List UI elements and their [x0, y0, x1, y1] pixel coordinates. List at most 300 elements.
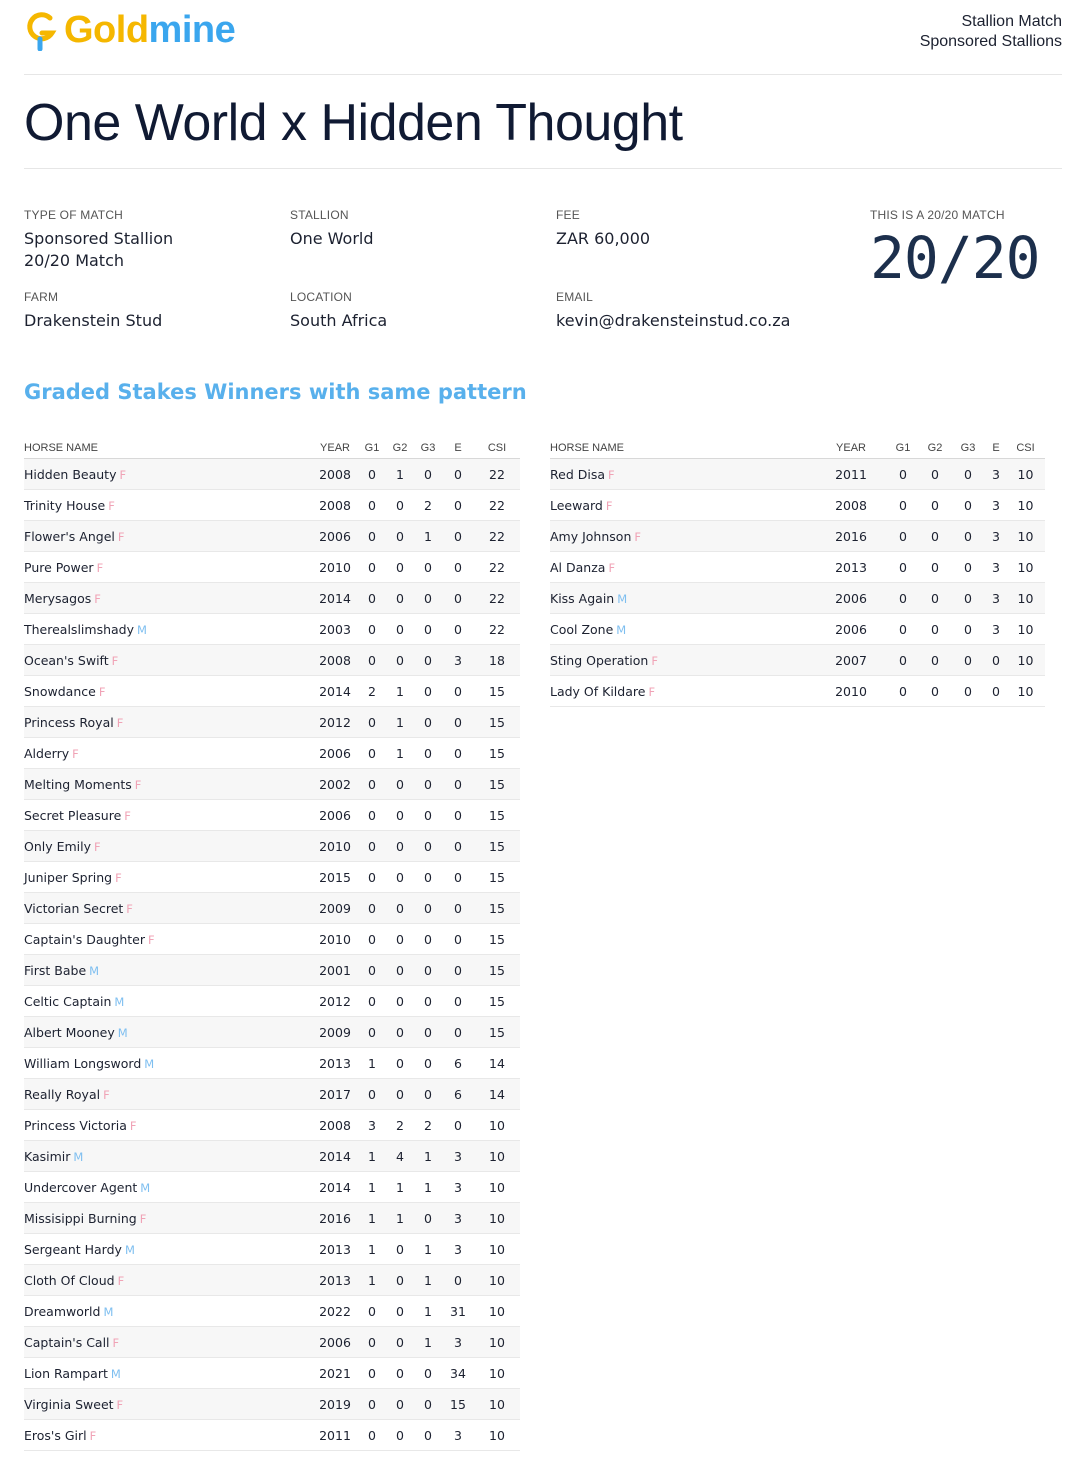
- g2-cell: 0: [386, 1234, 414, 1265]
- horse-name[interactable]: First Babe: [24, 962, 87, 978]
- g3-cell: 0: [414, 707, 442, 738]
- horse-name-cell: [24, 1048, 312, 1079]
- horse-name-cell: [24, 1141, 312, 1172]
- table-row[interactable]: [24, 800, 520, 831]
- logo-wordmark-gold: Gold: [64, 9, 149, 51]
- g3-cell: 0: [414, 769, 442, 800]
- horse-name-cell: [24, 1420, 312, 1451]
- farm-label: FARM: [24, 290, 59, 304]
- year-cell: 2013: [312, 1265, 358, 1296]
- table-row[interactable]: [24, 1017, 520, 1048]
- year-cell: 2022: [312, 1296, 358, 1327]
- horse-name-cell: [24, 800, 312, 831]
- sex-badge: M: [124, 1242, 135, 1257]
- g2-cell: 0: [386, 490, 414, 521]
- col-g3: G3: [414, 438, 442, 459]
- sex-badge: F: [608, 467, 615, 482]
- table-row[interactable]: [24, 521, 520, 552]
- sex-badge: M: [617, 591, 628, 606]
- table-row[interactable]: [24, 1265, 520, 1296]
- csi-cell: 22: [474, 521, 520, 552]
- csi-cell: 22: [474, 583, 520, 614]
- horse-name[interactable]: Eros's Girl: [24, 1427, 87, 1443]
- location-field: [290, 289, 387, 332]
- g2-cell: 0: [386, 1358, 414, 1389]
- table-row[interactable]: [24, 986, 520, 1017]
- horse-name-cell: [24, 769, 312, 800]
- horse-name[interactable]: Princess Royal: [24, 714, 114, 730]
- g1-cell: 0: [358, 1296, 386, 1327]
- g3-cell: 0: [414, 893, 442, 924]
- e-cell: 3: [442, 645, 474, 676]
- table-row[interactable]: [24, 893, 520, 924]
- horse-name[interactable]: Trinity House: [24, 497, 106, 513]
- csi-cell: 10: [474, 1420, 520, 1451]
- year-cell: 2006: [312, 738, 358, 769]
- e-cell: 0: [442, 800, 474, 831]
- g1-cell: 0: [886, 676, 920, 707]
- e-cell: 3: [986, 583, 1006, 614]
- g1-cell: 0: [886, 614, 920, 645]
- csi-cell: 10: [474, 1327, 520, 1358]
- g3-cell: 0: [414, 1358, 442, 1389]
- horse-name[interactable]: Missisippi Burning: [24, 1210, 137, 1226]
- g2-cell: 0: [920, 645, 950, 676]
- g3-cell: 0: [950, 521, 986, 552]
- table-row[interactable]: [550, 645, 1045, 676]
- table-row[interactable]: [24, 1358, 520, 1389]
- g1-cell: 3: [358, 1110, 386, 1141]
- fee-value: ZAR 60,000: [556, 229, 651, 248]
- sex-badge: F: [116, 715, 124, 730]
- table-row[interactable]: [24, 924, 520, 955]
- year-cell: 2009: [312, 1017, 358, 1048]
- sex-badge: F: [139, 1211, 147, 1226]
- title-section: [24, 74, 1062, 169]
- horse-name-cell: [550, 676, 816, 707]
- g3-cell: 0: [950, 552, 986, 583]
- horse-name[interactable]: Leeward: [550, 497, 603, 513]
- year-cell: 2016: [312, 1203, 358, 1234]
- e-cell: 0: [442, 769, 474, 800]
- sex-badge: M: [117, 1025, 128, 1040]
- g3-cell: 1: [414, 1296, 442, 1327]
- csi-cell: 22: [474, 490, 520, 521]
- g2-cell: 0: [386, 1265, 414, 1296]
- e-cell: 0: [442, 924, 474, 955]
- horse-name-cell: [24, 1265, 312, 1296]
- g2-cell: 0: [386, 1389, 414, 1420]
- year-cell: 2008: [816, 490, 886, 521]
- table-row[interactable]: [24, 459, 520, 490]
- g1-cell: 0: [358, 521, 386, 552]
- table-row[interactable]: [550, 490, 1045, 521]
- sex-badge: F: [96, 560, 104, 575]
- g3-cell: 0: [950, 676, 986, 707]
- csi-cell: 10: [474, 1141, 520, 1172]
- year-cell: 2013: [816, 552, 886, 583]
- csi-cell: 10: [474, 1265, 520, 1296]
- table-row[interactable]: [24, 1234, 520, 1265]
- csi-cell: 10: [474, 1110, 520, 1141]
- horse-name[interactable]: Only Emily: [24, 838, 92, 854]
- table-row[interactable]: [24, 831, 520, 862]
- table-row[interactable]: [24, 552, 520, 583]
- g2-cell: 0: [386, 800, 414, 831]
- table-row[interactable]: [24, 738, 520, 769]
- email-field: [556, 289, 790, 332]
- g3-cell: 0: [414, 583, 442, 614]
- stakes-table-left: [24, 438, 520, 1451]
- csi-cell: 15: [474, 893, 520, 924]
- table-header-row: [550, 438, 1045, 459]
- horse-name[interactable]: Captain's Call: [24, 1334, 110, 1350]
- csi-cell: 10: [1006, 490, 1045, 521]
- g1-cell: 1: [358, 1172, 386, 1203]
- g2-cell: 0: [386, 521, 414, 552]
- header-line-sponsored-stallions: Sponsored Stallions: [919, 33, 1062, 50]
- year-cell: 2016: [816, 521, 886, 552]
- year-cell: 2010: [312, 552, 358, 583]
- horse-name-cell: [24, 459, 312, 490]
- horse-name[interactable]: Sergeant Hardy: [24, 1241, 122, 1257]
- year-cell: 2006: [816, 614, 886, 645]
- e-cell: 0: [442, 614, 474, 645]
- year-cell: 2019: [312, 1389, 358, 1420]
- table-row[interactable]: [24, 1327, 520, 1358]
- e-cell: 3: [442, 1172, 474, 1203]
- horse-name[interactable]: Alderry: [24, 745, 70, 761]
- g1-cell: 0: [358, 924, 386, 955]
- csi-cell: 14: [474, 1079, 520, 1110]
- table-row[interactable]: [550, 583, 1045, 614]
- sex-badge: F: [605, 498, 613, 513]
- table-row[interactable]: [24, 862, 520, 893]
- year-cell: 2012: [312, 986, 358, 1017]
- sex-badge: M: [73, 1149, 84, 1164]
- horse-name-cell: [24, 707, 312, 738]
- horse-name[interactable]: Juniper Spring: [24, 869, 113, 885]
- horse-name[interactable]: Captain's Daughter: [24, 931, 145, 947]
- year-cell: 2008: [312, 490, 358, 521]
- table-row[interactable]: [550, 521, 1045, 552]
- g2-cell: 0: [386, 1079, 414, 1110]
- table-header-row: [24, 438, 520, 459]
- e-cell: 0: [442, 1265, 474, 1296]
- horse-name-cell: [24, 645, 312, 676]
- g2-cell: 0: [386, 769, 414, 800]
- goldmine-logo[interactable]: [24, 8, 235, 52]
- header-line-stallion-match: Stallion Match: [961, 13, 1062, 30]
- e-cell: 0: [442, 986, 474, 1017]
- horse-name[interactable]: Cool Zone: [550, 621, 614, 637]
- horse-name[interactable]: Celtic Captain: [24, 993, 112, 1009]
- table-row[interactable]: [24, 1079, 520, 1110]
- horse-name[interactable]: Melting Moments: [24, 776, 132, 792]
- csi-cell: 22: [474, 459, 520, 490]
- horse-name[interactable]: Princess Victoria: [24, 1117, 127, 1133]
- sex-badge: F: [94, 839, 101, 854]
- horse-name[interactable]: Sting Operation: [550, 652, 649, 668]
- g1-cell: 0: [886, 583, 920, 614]
- goldmine-logo-icon: [24, 9, 58, 51]
- table-row[interactable]: [24, 1110, 520, 1141]
- e-cell: 0: [442, 459, 474, 490]
- g1-cell: 0: [358, 1079, 386, 1110]
- horse-name[interactable]: Therealslimshady: [24, 621, 134, 637]
- g3-cell: 0: [414, 986, 442, 1017]
- g3-cell: 0: [414, 1420, 442, 1451]
- sex-badge: M: [144, 1056, 155, 1071]
- g3-cell: 1: [414, 1327, 442, 1358]
- sex-badge: F: [634, 529, 641, 544]
- g1-cell: 0: [358, 1327, 386, 1358]
- col-g1: G1: [886, 438, 920, 459]
- table-row[interactable]: [24, 490, 520, 521]
- g2-cell: 0: [920, 583, 950, 614]
- csi-cell: 10: [1006, 645, 1045, 676]
- g1-cell: 1: [358, 1234, 386, 1265]
- g2-cell: 0: [386, 924, 414, 955]
- year-cell: 2006: [312, 1327, 358, 1358]
- g2-cell: 1: [386, 738, 414, 769]
- g2-cell: 1: [386, 707, 414, 738]
- e-cell: 3: [442, 1234, 474, 1265]
- table-row[interactable]: [24, 1141, 520, 1172]
- horse-name-cell: [24, 552, 312, 583]
- sex-badge: M: [137, 622, 147, 637]
- email-value[interactable]: kevin@drakensteinstud.co.za: [556, 311, 791, 330]
- g3-cell: 0: [414, 1389, 442, 1420]
- page-title: One World x Hidden Thought: [24, 94, 683, 152]
- year-cell: 2008: [312, 1110, 358, 1141]
- sex-badge: F: [148, 932, 155, 947]
- csi-cell: 15: [474, 862, 520, 893]
- e-cell: 0: [442, 893, 474, 924]
- year-cell: 2014: [312, 583, 358, 614]
- e-cell: 0: [442, 862, 474, 893]
- table-row[interactable]: [550, 459, 1045, 490]
- csi-cell: 18: [474, 645, 520, 676]
- g2-cell: 0: [386, 1017, 414, 1048]
- e-cell: 0: [442, 490, 474, 521]
- year-cell: 2014: [312, 1141, 358, 1172]
- sex-badge: F: [94, 591, 101, 606]
- sex-badge: F: [103, 1087, 110, 1102]
- e-cell: 6: [442, 1048, 474, 1079]
- table-row[interactable]: [24, 1203, 520, 1234]
- table-row[interactable]: [24, 1296, 520, 1327]
- type-of-match-value: Sponsored Stallion 20/20 Match: [24, 229, 174, 270]
- g3-cell: 0: [950, 490, 986, 521]
- g1-cell: 0: [358, 955, 386, 986]
- year-cell: 2006: [312, 800, 358, 831]
- csi-cell: 15: [474, 924, 520, 955]
- horse-name[interactable]: Really Royal: [24, 1086, 101, 1102]
- table-row[interactable]: [24, 707, 520, 738]
- year-cell: 2003: [312, 614, 358, 645]
- table-row[interactable]: [24, 645, 520, 676]
- table-row[interactable]: [24, 583, 520, 614]
- horse-name[interactable]: Ocean's Swift: [24, 652, 109, 668]
- horse-name-cell: [550, 521, 816, 552]
- horse-name[interactable]: William Longsword: [24, 1055, 142, 1071]
- year-cell: 2015: [312, 862, 358, 893]
- g3-cell: 0: [414, 800, 442, 831]
- g1-cell: 0: [886, 552, 920, 583]
- table-row[interactable]: [550, 676, 1045, 707]
- farm-field: [24, 289, 162, 332]
- horse-name[interactable]: Victorian Secret: [24, 900, 124, 916]
- csi-cell: 10: [1006, 459, 1045, 490]
- horse-name-cell: [24, 1172, 312, 1203]
- year-cell: 2006: [312, 521, 358, 552]
- horse-name-cell: [24, 583, 312, 614]
- col-csi: CSI: [1006, 438, 1045, 459]
- sex-badge: F: [111, 653, 119, 668]
- horse-name[interactable]: Secret Pleasure: [24, 807, 122, 823]
- col-csi: CSI: [474, 438, 520, 459]
- year-cell: 2017: [312, 1079, 358, 1110]
- horse-name[interactable]: Albert Mooney: [24, 1024, 115, 1040]
- table-row[interactable]: [550, 614, 1045, 645]
- year-cell: 2010: [312, 924, 358, 955]
- g1-cell: 0: [886, 459, 920, 490]
- g3-cell: 2: [414, 490, 442, 521]
- horse-name[interactable]: Hidden Beauty: [24, 466, 117, 482]
- table-row[interactable]: [24, 614, 520, 645]
- sex-badge: F: [112, 1335, 120, 1350]
- horse-name[interactable]: Flower's Angel: [24, 528, 115, 544]
- match-badge-label: THIS IS A 20/20 MATCH: [870, 208, 1005, 222]
- csi-cell: 15: [474, 986, 520, 1017]
- g3-cell: 0: [414, 614, 442, 645]
- g1-cell: 1: [358, 1203, 386, 1234]
- g1-cell: 0: [886, 490, 920, 521]
- table-row[interactable]: [24, 1172, 520, 1203]
- g2-cell: 0: [920, 614, 950, 645]
- horse-name[interactable]: Lady Of Kildare: [550, 683, 646, 699]
- csi-cell: 10: [474, 1172, 520, 1203]
- g1-cell: 0: [358, 1017, 386, 1048]
- csi-cell: 15: [474, 738, 520, 769]
- g2-cell: 0: [386, 893, 414, 924]
- e-cell: 0: [442, 1110, 474, 1141]
- g3-cell: 0: [414, 862, 442, 893]
- sex-badge: F: [117, 529, 125, 544]
- horse-name[interactable]: Amy Johnson: [550, 528, 632, 544]
- table-row[interactable]: [24, 769, 520, 800]
- g3-cell: 0: [414, 676, 442, 707]
- e-cell: 0: [442, 521, 474, 552]
- year-cell: 2021: [312, 1358, 358, 1389]
- g2-cell: 0: [386, 614, 414, 645]
- g3-cell: 1: [414, 521, 442, 552]
- g1-cell: 0: [886, 645, 920, 676]
- col-g3: G3: [950, 438, 986, 459]
- horse-name-cell: [24, 738, 312, 769]
- horse-name[interactable]: Kasimir: [24, 1148, 71, 1164]
- sex-badge: F: [98, 684, 106, 699]
- horse-name[interactable]: Lion Rampart: [24, 1365, 108, 1381]
- g3-cell: 0: [414, 924, 442, 955]
- horse-name[interactable]: Snowdance: [24, 683, 96, 699]
- section-title: Graded Stakes Winners with same pattern: [24, 380, 527, 404]
- table-row[interactable]: [24, 955, 520, 986]
- e-cell: 0: [442, 738, 474, 769]
- horse-name-cell: [24, 831, 312, 862]
- location-value: South Africa: [290, 311, 388, 330]
- csi-cell: 15: [474, 800, 520, 831]
- horse-name-cell: [24, 1358, 312, 1389]
- horse-name[interactable]: Kiss Again: [550, 590, 615, 606]
- g1-cell: 0: [358, 1420, 386, 1451]
- horse-name[interactable]: Pure Power: [24, 559, 94, 575]
- g3-cell: 2: [414, 1110, 442, 1141]
- g3-cell: 0: [414, 1048, 442, 1079]
- e-cell: 0: [442, 955, 474, 986]
- horse-name[interactable]: Cloth Of Cloud: [24, 1272, 115, 1288]
- year-cell: 2013: [312, 1048, 358, 1079]
- csi-cell: 22: [474, 552, 520, 583]
- sex-badge: F: [108, 498, 115, 513]
- horse-name-cell: [24, 676, 312, 707]
- g2-cell: 0: [386, 986, 414, 1017]
- e-cell: 3: [986, 521, 1006, 552]
- g1-cell: 0: [358, 738, 386, 769]
- table-row[interactable]: [24, 1389, 520, 1420]
- horse-name[interactable]: Red Disa: [550, 466, 605, 482]
- g3-cell: 0: [950, 645, 986, 676]
- horse-name[interactable]: Al Danza: [550, 559, 606, 575]
- horse-name-cell: [24, 986, 312, 1017]
- horse-name-cell: [550, 645, 816, 676]
- g3-cell: 0: [414, 1079, 442, 1110]
- col-e: E: [986, 438, 1006, 459]
- g1-cell: 0: [358, 769, 386, 800]
- horse-name[interactable]: Merysagos: [24, 590, 92, 606]
- table-row[interactable]: [24, 1420, 520, 1451]
- table-row[interactable]: [24, 1048, 520, 1079]
- horse-name-cell: [550, 459, 816, 490]
- g1-cell: 0: [358, 552, 386, 583]
- col-horse-name: HORSE NAME: [550, 438, 816, 459]
- e-cell: 3: [442, 1203, 474, 1234]
- g1-cell: 1: [358, 1265, 386, 1296]
- g2-cell: 2: [386, 1110, 414, 1141]
- horse-name[interactable]: Dreamworld: [24, 1303, 101, 1319]
- logo-wordmark: [64, 8, 235, 52]
- g2-cell: 0: [386, 1420, 414, 1451]
- csi-cell: 10: [474, 1358, 520, 1389]
- table-row[interactable]: [550, 552, 1045, 583]
- g3-cell: 0: [414, 459, 442, 490]
- e-cell: 3: [986, 552, 1006, 583]
- g3-cell: 0: [950, 583, 986, 614]
- year-cell: 2012: [312, 707, 358, 738]
- logo-wordmark-mine: mine: [148, 9, 236, 51]
- year-cell: 2011: [816, 459, 886, 490]
- g1-cell: 0: [358, 800, 386, 831]
- g2-cell: 0: [386, 645, 414, 676]
- e-cell: 34: [442, 1358, 474, 1389]
- col-e: E: [442, 438, 474, 459]
- e-cell: 3: [442, 1327, 474, 1358]
- col-year: YEAR: [816, 438, 886, 459]
- table-row[interactable]: [24, 676, 520, 707]
- horse-name[interactable]: Undercover Agent: [24, 1179, 138, 1195]
- horse-name[interactable]: Virginia Sweet: [24, 1396, 114, 1412]
